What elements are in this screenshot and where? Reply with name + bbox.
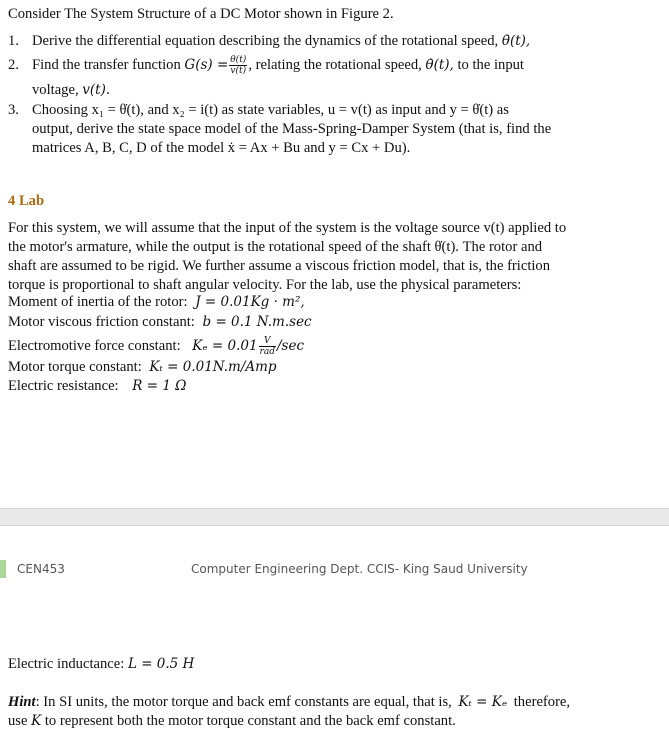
param-label: Electromotive force constant: bbox=[8, 337, 181, 354]
footer-course-code: CEN453 bbox=[0, 560, 65, 578]
page-separator bbox=[0, 508, 669, 526]
hint-text: : In SI units, the motor torque and back emf constants are equal, that is, bbox=[35, 694, 452, 710]
lab-paragraph-line: the motor's armature, while the output is the rotational speed of the shaft θ̇(t). The rotor and bbox=[8, 239, 543, 255]
intro-text: Consider The System Structure of a DC Motor shown in Figure 2. bbox=[8, 6, 394, 22]
item-math: G(s) = bbox=[184, 56, 229, 73]
list-item-3-line2: output, derive the state space model of the Mass-Spring-Damper System (that is, find the bbox=[32, 121, 552, 137]
list-number: 1. bbox=[8, 33, 19, 49]
list-item-3-line3: matrices A, B, C, D of the model ẋ = Ax + Bu and y = Cx + Du). bbox=[32, 140, 411, 156]
param-label: Motor viscous friction constant: bbox=[8, 314, 195, 330]
list-item-1 bbox=[8, 32, 530, 50]
item-math: θ̇(t), bbox=[501, 33, 531, 49]
param-torque bbox=[8, 358, 277, 376]
param-label: Electric inductance: bbox=[8, 656, 125, 672]
item-text: , relating the rotational speed, bbox=[248, 56, 422, 73]
footer-department: Computer Engineering Dept. CCIS- King Saud University bbox=[191, 562, 528, 576]
param-label: Moment of inertia of the rotor: bbox=[8, 294, 188, 310]
lab-heading: 4 Lab bbox=[8, 193, 45, 209]
hint-text: use bbox=[8, 713, 28, 729]
transfer-fraction bbox=[229, 55, 247, 76]
lab-paragraph-line: torque is proportional to shaft angular velocity. For the lab, use the physical parameters: bbox=[8, 277, 522, 293]
item-math: θ̇(t), bbox=[425, 56, 454, 73]
param-friction bbox=[8, 313, 312, 331]
fraction-denominator: v(t) bbox=[230, 66, 247, 76]
item-math: v(t). bbox=[82, 82, 111, 98]
param-resistance bbox=[8, 377, 186, 395]
param-value: Kₑ = 0.01 bbox=[192, 337, 258, 354]
list-number: 2. bbox=[8, 56, 19, 73]
hint-line-2 bbox=[8, 712, 456, 730]
param-value: L = 0.5 H bbox=[127, 656, 195, 672]
fraction-numerator: V bbox=[259, 336, 276, 347]
list-item-2-cont bbox=[32, 81, 110, 99]
item-text: Find the transfer function bbox=[32, 56, 181, 73]
list-number: 3. bbox=[8, 102, 19, 118]
item-text: Choosing x₁ = θ̇(t), and x₂ = i(t) as state variables, u = v(t) as input and y = θ̇(t) as bbox=[32, 102, 509, 118]
param-emf bbox=[8, 336, 304, 357]
param-value: J = 0.01Kg · m², bbox=[195, 294, 305, 310]
param-inertia bbox=[8, 293, 305, 311]
fraction-denominator: rad bbox=[259, 347, 275, 357]
hint-math: K bbox=[31, 713, 42, 729]
list-item-2 bbox=[8, 55, 524, 76]
lab-paragraph-line: For this system, we will assume that the input of the system is the voltage source v(t) applied to bbox=[8, 220, 567, 236]
fraction-numerator: θ(t) bbox=[230, 55, 247, 65]
param-value: Kₜ = 0.01N.m/Amp bbox=[149, 359, 277, 375]
param-value: b = 0.1 N.m.sec bbox=[202, 314, 312, 330]
param-value-unit: /sec bbox=[276, 337, 305, 354]
hint-math: Kₜ = Kₑ bbox=[458, 694, 508, 710]
param-label: Electric resistance: bbox=[8, 378, 119, 394]
param-value: R = 1 Ω bbox=[132, 378, 187, 394]
hint-text: therefore, bbox=[513, 694, 571, 710]
hint-text: to represent both the motor torque constant and the back emf constant. bbox=[44, 713, 456, 729]
item-text: to the input bbox=[457, 56, 524, 73]
list-item-3 bbox=[8, 101, 509, 119]
hint-label: Hint bbox=[8, 694, 36, 710]
param-inductance bbox=[8, 655, 194, 673]
hint-line-1 bbox=[8, 693, 570, 711]
item-text: Derive the differential equation describing the dynamics of the rotational speed, bbox=[32, 33, 499, 49]
item-text: voltage, bbox=[32, 82, 79, 98]
emf-fraction bbox=[259, 336, 276, 357]
lab-paragraph-line: shaft are assumed to be rigid. We further assume a viscous friction model, that is, the friction bbox=[8, 258, 551, 274]
param-label: Motor torque constant: bbox=[8, 359, 142, 375]
